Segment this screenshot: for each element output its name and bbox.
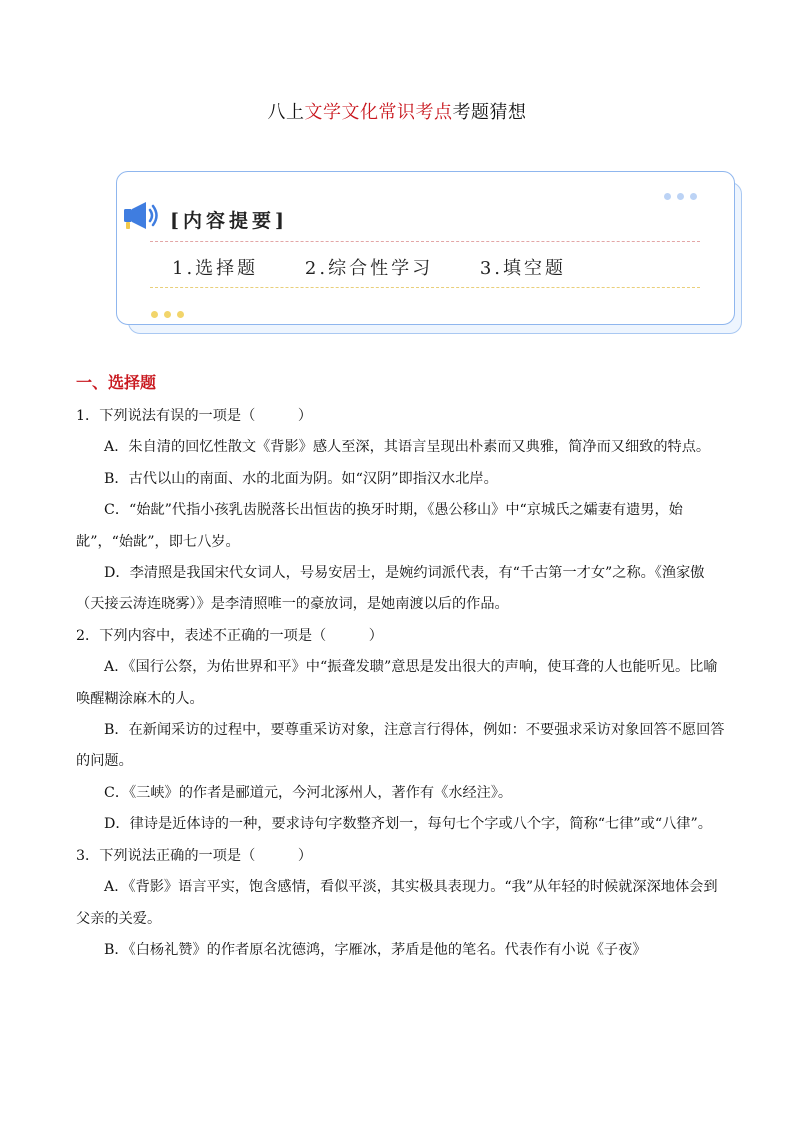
answer-option: C．“始龀”代指小孩乳齿脱落长出恒齿的换牙时期，《愚公移山》中“京城氏之孀妻有遗男，始龀”，“始龀”，即七八岁。: [76, 502, 683, 550]
page-title: [0, 98, 794, 124]
answer-option: D．李清照是我国宋代女词人，号易安居士，是婉约词派代表，有“千古第一才女”之称。《渔家傲（天接云涛连晓雾）》是李清照唯一的豪放词，是她南渡以后的作品。: [76, 565, 705, 613]
answer-option: D．律诗是近体诗的一种，要求诗句字数整齐划一，每句七个字或八个字，简称“七律”或“八律”。: [104, 816, 712, 833]
summary-heading: [内容提要]: [170, 210, 288, 232]
question-stem: 1．下列说法有误的一项是（ ）: [76, 408, 313, 424]
decorative-dots-bottom: [151, 303, 190, 322]
summary-item: 3.填空题: [479, 258, 567, 279]
summary-item: 1.选择题: [172, 258, 259, 279]
answer-option: B．古代以山的南面、水的北面为阴。如“汉阴”即指汉水北岸。: [104, 470, 498, 487]
summary-divider-top: [150, 241, 700, 242]
title-suffix: 考题猜想: [452, 102, 527, 123]
summary-divider-bottom: [150, 287, 700, 288]
summary-item: 2.综合性学习: [304, 258, 434, 279]
summary-items: [172, 254, 604, 280]
answer-option: A．《背影》语言平实，饱含感情，看似平淡，其实极具表现力。“我”从年轻的时候就深深地体会到父亲的关爱。: [76, 879, 718, 927]
answer-option: C．《三峡》的作者是郦道元，今河北涿州人，著作有《水经注》。: [104, 784, 513, 801]
decorative-dots-top: [664, 185, 703, 204]
answer-option: B．《白杨礼赞》的作者原名沈德鸿，字雁冰，茅盾是他的笔名。代表作有小说《子夜》: [104, 941, 647, 958]
question-stem: 3．下列说法正确的一项是（ ）: [76, 847, 313, 864]
title-prefix: 八上: [267, 102, 305, 123]
answer-option: A．《国行公祭，为佑世界和平》中“振聋发聩”意思是发出很大的声响，使耳聋的人也能听见。比喻唤醒糊涂麻木的人。: [76, 659, 718, 707]
question-stem: 2．下列内容中，表述不正确的一项是（ ）: [76, 627, 383, 644]
summary-box: [116, 171, 735, 325]
answer-option: A．朱自清的回忆性散文《背影》感人至深，其语言呈现出朴素而又典雅，简净而又细致的特点。: [104, 439, 711, 456]
answer-option: B．在新闻采访的过程中，要尊重采访对象，注意言行得体，例如：不要强求采访对象回答不愿回答的问题。: [76, 722, 725, 770]
question-list: [76, 401, 726, 966]
title-highlight: 文学文化常识考点: [304, 102, 453, 123]
megaphone-icon: [122, 200, 162, 232]
section-heading: 一、选择题: [76, 373, 157, 392]
